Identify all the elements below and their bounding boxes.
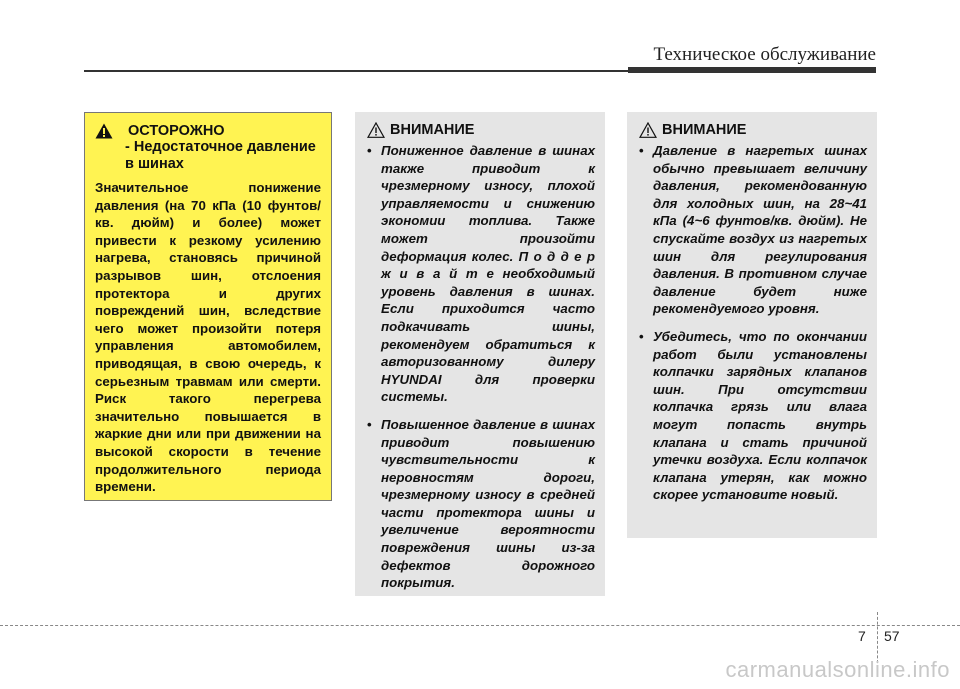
warning-title: ОСТОРОЖНО (128, 123, 225, 139)
list-item: • Пониженное давление в шинах также приводит к чрезмерному износу, плохой управляемости и снижению экономии топлива. Также может произойти деформация колес. П о д д е р ж и в а й т е необходимый уровень давления в шинах. Если приходится часто подкачивать шины, рекомендуем обратиться к авторизованному дилеру HYUNDAI для проверки системы. (367, 142, 595, 406)
warning-subtitle: - Недостаточное давление в шинах (125, 139, 316, 172)
caution-triangle-icon (367, 122, 385, 138)
caution-triangle-icon (639, 122, 657, 138)
caution-2-title-row (639, 122, 867, 138)
chapter-number: 7 (858, 628, 866, 644)
header-title: Техническое обслуживание (653, 44, 876, 65)
caution-1-title: ВНИМАНИЕ (390, 122, 475, 138)
caution-box-2 (627, 112, 877, 538)
caution-1-title-row (367, 122, 595, 138)
list-item: • Повышенное давление в шинах приводит повышению чувствительности к неровностям дороги, чрезмерному износу в средней части протектора шины и увеличение вероятности повреждения шины из-за дефектов дорожного покрытия. (367, 416, 595, 592)
warning-triangle-icon (95, 123, 113, 139)
watermark: carmanualsonline.info (725, 657, 950, 682)
caution-1-list (367, 142, 595, 592)
caution-box-1 (355, 112, 605, 596)
caution-2-list (639, 142, 867, 504)
page-number: 57 (884, 628, 900, 644)
warning-title-row (95, 123, 321, 139)
footer-rule (0, 625, 960, 626)
header-rule-accent (628, 67, 876, 73)
warning-box (84, 112, 332, 501)
list-item: • Убедитесь, что по окончании работ были установлены колпачки зарядных клапанов шин. При отсутствии колпачка грязь или влага могут попасть внутрь клапана и стать причиной утечки воздуха. Если колпачок клапана утерян, как можно скорее установите новый. (639, 328, 867, 504)
warning-body: Значительное понижение давления (на 70 кПа (10 фунтов/кв. дюйм) и более) может привести к резкому усилению нагрева, становясь причиной разрывов шин, отслоения протектора и других повреждений шин, вследствие чего может произойти потеря управления автомобилем, приводящая, в свою очередь, к серьезным травмам или смерти. Риск такого перегрева значительно повышается в жаркие дни или при движении на высокой скорости в течение продолжительного периода времени. (95, 180, 321, 495)
list-item: • Давление в нагретых шинах обычно превышает величину давления, рекомендованную для холодных шин, на 28~41 кПа (4~6 фунтов/кв. дюйм). Не спускайте воздух из нагретых шин для регулирования давления. В противном случае давление будет ниже рекомендуемого уровня. (639, 142, 867, 318)
caution-2-title: ВНИМАНИЕ (662, 122, 747, 138)
